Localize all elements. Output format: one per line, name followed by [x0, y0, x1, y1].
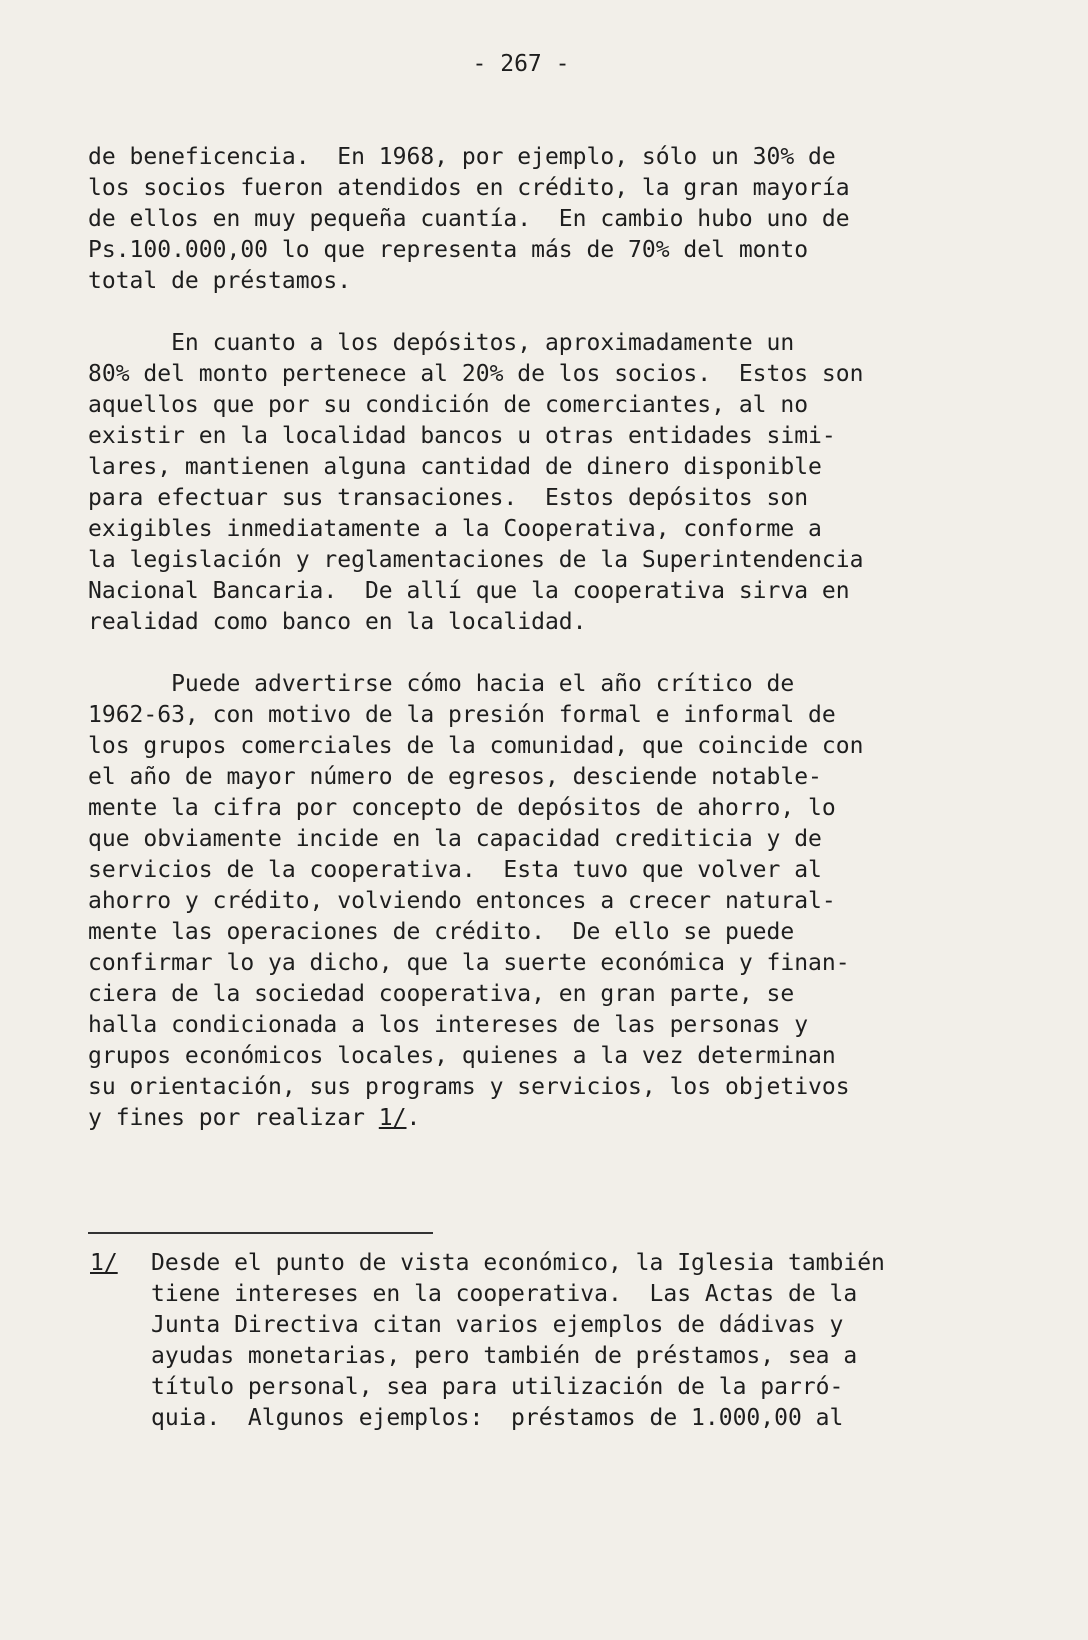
body-line: Puede advertirse cómo hacia el año crítico de	[88, 671, 795, 697]
body-line: Nacional Bancaria. De allí que la cooperativa sirva en	[88, 578, 850, 604]
body-line: halla condicionada a los intereses de las personas y	[88, 1012, 809, 1038]
body-line: el año de mayor número de egresos, desciende notable-	[88, 764, 822, 790]
body-line: exigibles inmediatamente a la Cooperativa, conforme a	[88, 516, 822, 542]
body-line: de beneficencia. En 1968, por ejemplo, sólo un 30% de	[88, 144, 836, 170]
footnote-line: tiene intereses en la cooperativa. Las Actas de la	[151, 1281, 858, 1307]
footnote-line: ayudas monetarias, pero también de préstamos, sea a	[151, 1343, 858, 1369]
body-line: En cuanto a los depósitos, aproximadamente un	[88, 330, 795, 356]
body-line: confirmar lo ya dicho, que la suerte económica y finan-	[88, 950, 850, 976]
footnote-separator	[88, 1232, 433, 1234]
body-line: total de préstamos.	[88, 268, 352, 294]
footnote-line: título personal, sea para utilización de la parró-	[151, 1374, 844, 1400]
body-line: para efectuar sus transaciones. Estos depósitos son	[88, 485, 809, 511]
footnote-line: Junta Directiva citan varios ejemplos de dádivas y	[151, 1312, 844, 1338]
page-number: - 267 -	[472, 51, 570, 77]
body-line: realidad como banco en la localidad.	[88, 609, 587, 635]
footnote-line: quia. Algunos ejemplos: préstamos de 1.000,00 al	[151, 1405, 844, 1431]
body-line-last	[88, 1102, 420, 1134]
body-line: lares, mantienen alguna cantidad de dinero disponible	[88, 454, 822, 480]
body-line: mente la cifra por concepto de depósitos de ahorro, lo	[88, 795, 836, 821]
footnote-line: Desde el punto de vista económico, la Iglesia también	[151, 1250, 885, 1276]
body-line: servicios de la cooperativa. Esta tuvo que volver al	[88, 857, 822, 883]
body-line: existir en la localidad bancos u otras entidades simi-	[88, 423, 836, 449]
body-line: los socios fueron atendidos en crédito, la gran mayoría	[88, 175, 850, 201]
body-line: Ps.100.000,00 lo que representa más de 70% del monto	[88, 237, 809, 263]
body-line: aquellos que por su condición de comerciantes, al no	[88, 392, 809, 418]
body-line: ciera de la sociedad cooperativa, en gran parte, se	[88, 981, 795, 1007]
body-line: de ellos en muy pequeña cuantía. En cambio hubo uno de	[88, 206, 850, 232]
body-line-text: y fines por realizar	[88, 1105, 379, 1131]
footnote-reference-suffix: .	[406, 1105, 421, 1131]
body-line: ahorro y crédito, volviendo entonces a crecer natural-	[88, 888, 836, 914]
body-line: su orientación, sus programs y servicios, los objetivos	[88, 1074, 850, 1100]
body-line: los grupos comerciales de la comunidad, que coincide con	[88, 733, 864, 759]
footnote-marker: 1/	[90, 1250, 118, 1276]
body-line: grupos económicos locales, quienes a la vez determinan	[88, 1043, 836, 1069]
body-line: mente las operaciones de crédito. De ello se puede	[88, 919, 795, 945]
body-line: la legislación y reglamentaciones de la Superintendencia	[88, 547, 864, 573]
body-line: 1962-63, con motivo de la presión formal e informal de	[88, 702, 836, 728]
footnote-reference[interactable]: 1/	[378, 1105, 407, 1131]
body-line: que obviamente incide en la capacidad crediticia y de	[88, 826, 822, 852]
body-line: 80% del monto pertenece al 20% de los socios. Estos son	[88, 361, 864, 387]
